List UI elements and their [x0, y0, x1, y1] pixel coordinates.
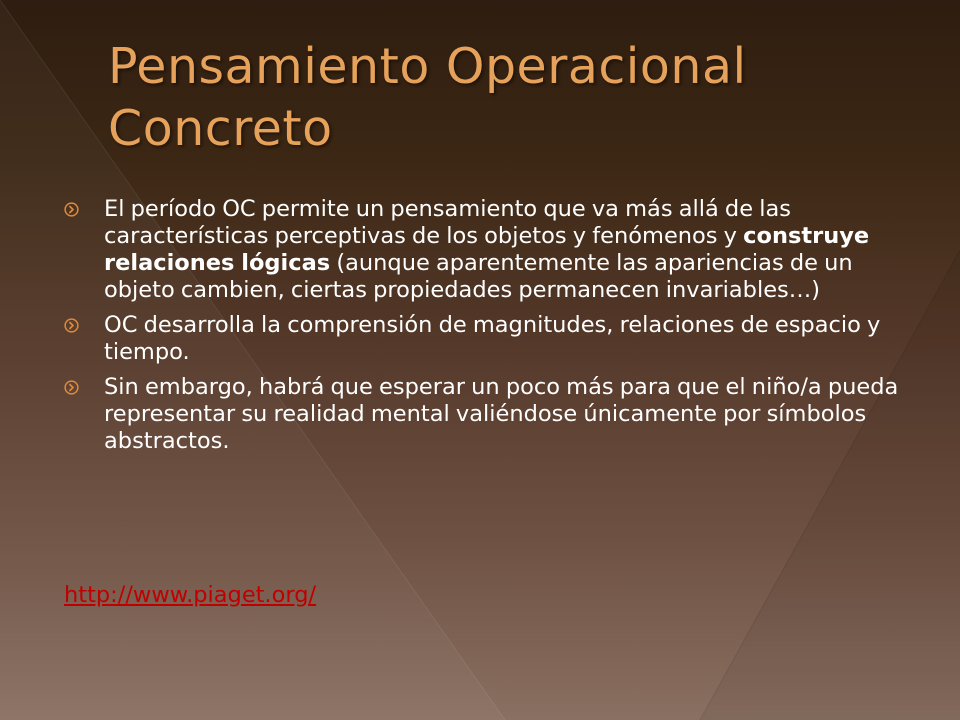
bullet-text-continued: (aunque aparentemente las apariencias de un objeto cambien, ciertas propiedades permanecen invariables…) — [104, 250, 853, 303]
circle-arrow-right-icon — [64, 318, 79, 333]
bullet-list — [64, 196, 904, 463]
bullet-item-1 — [64, 196, 904, 304]
slide-title: Pensamiento Operacional Concreto — [108, 38, 747, 157]
bullet-item-2 — [64, 312, 904, 366]
bullet-item-3 — [64, 374, 904, 455]
bullet-bold-text: construye relaciones lógicas — [104, 223, 870, 276]
bullet-text: El período OC permite un pensamiento que va más allá de las características perceptivas de los objetos y fenómenos y — [104, 196, 791, 249]
source-link[interactable]: http://www.piaget.org/ — [64, 582, 317, 608]
bullet-text: OC desarrolla la comprensión de magnitudes, relaciones de espacio y tiempo. — [104, 312, 881, 365]
circle-arrow-right-icon — [64, 380, 79, 395]
circle-arrow-right-icon — [64, 202, 79, 217]
bullet-text: Sin embargo, habrá que esperar un poco más para que el niño/a pueda representar su realidad mental valiéndose únicamente por símbolos abstractos. — [104, 374, 899, 454]
